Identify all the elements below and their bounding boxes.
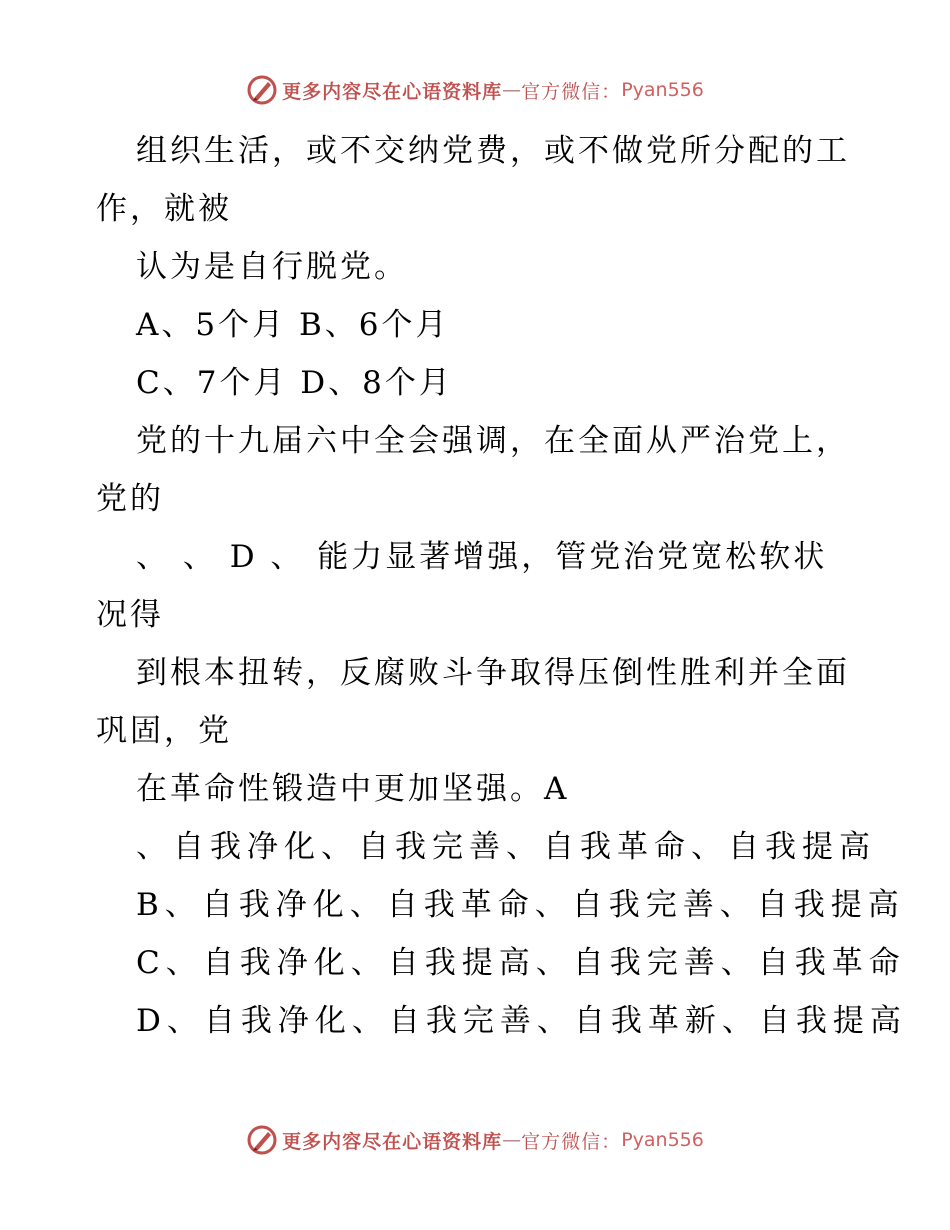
- watermark-main-text: 更多内容尽在心语资料库: [282, 80, 503, 103]
- option-line: C、自我净化、自我提高、自我完善、自我革命: [136, 945, 906, 981]
- watermark-separator: —: [502, 1129, 522, 1151]
- option-line: D、自我净化、自我完善、自我革新、自我提高: [136, 1003, 907, 1039]
- text-line: 组织生活，或不交纳党费，或不做党所分配的工: [136, 133, 850, 169]
- text-line: 在革命性锻造中更加坚强。A: [136, 771, 570, 807]
- option-line: C、7个月 D、8个月: [136, 365, 453, 401]
- text-line: 况得: [96, 597, 164, 633]
- footer-watermark: [0, 1120, 950, 1160]
- text-line: 到根本扭转，反腐败斗争取得压倒性胜利并全面: [136, 655, 850, 691]
- watermark-contact-id: Pyan556: [621, 79, 704, 101]
- option-line: B、自我净化、自我革命、自我完善、自我提高: [136, 887, 905, 923]
- text-line: 党的: [96, 481, 164, 517]
- text-line: 、 、 D 、 能力显著增强，管党治党宽松软状: [136, 539, 828, 575]
- pen-logo-icon: [246, 1124, 278, 1156]
- text-line: 认为是自行脱党。: [136, 249, 408, 285]
- text-line: 党的十九届六中全会强调，在全面从严治党上，: [136, 423, 850, 459]
- watermark-contact-label: 官方微信：: [521, 1130, 622, 1153]
- header-watermark: [0, 70, 950, 110]
- option-line: A、5个月 B、6个月: [136, 307, 450, 343]
- document-body: [96, 122, 907, 1050]
- option-line: 、自我净化、自我完善、自我革命、自我提高: [136, 829, 876, 865]
- text-line: 巩固，党: [96, 713, 232, 749]
- pen-logo-icon: [246, 74, 278, 106]
- watermark-contact-label: 官方微信：: [521, 80, 622, 103]
- watermark-contact-id: Pyan556: [621, 1129, 704, 1151]
- watermark-separator: —: [502, 79, 522, 101]
- text-line: 作，就被: [96, 191, 232, 227]
- watermark-main-text: 更多内容尽在心语资料库: [282, 1130, 503, 1153]
